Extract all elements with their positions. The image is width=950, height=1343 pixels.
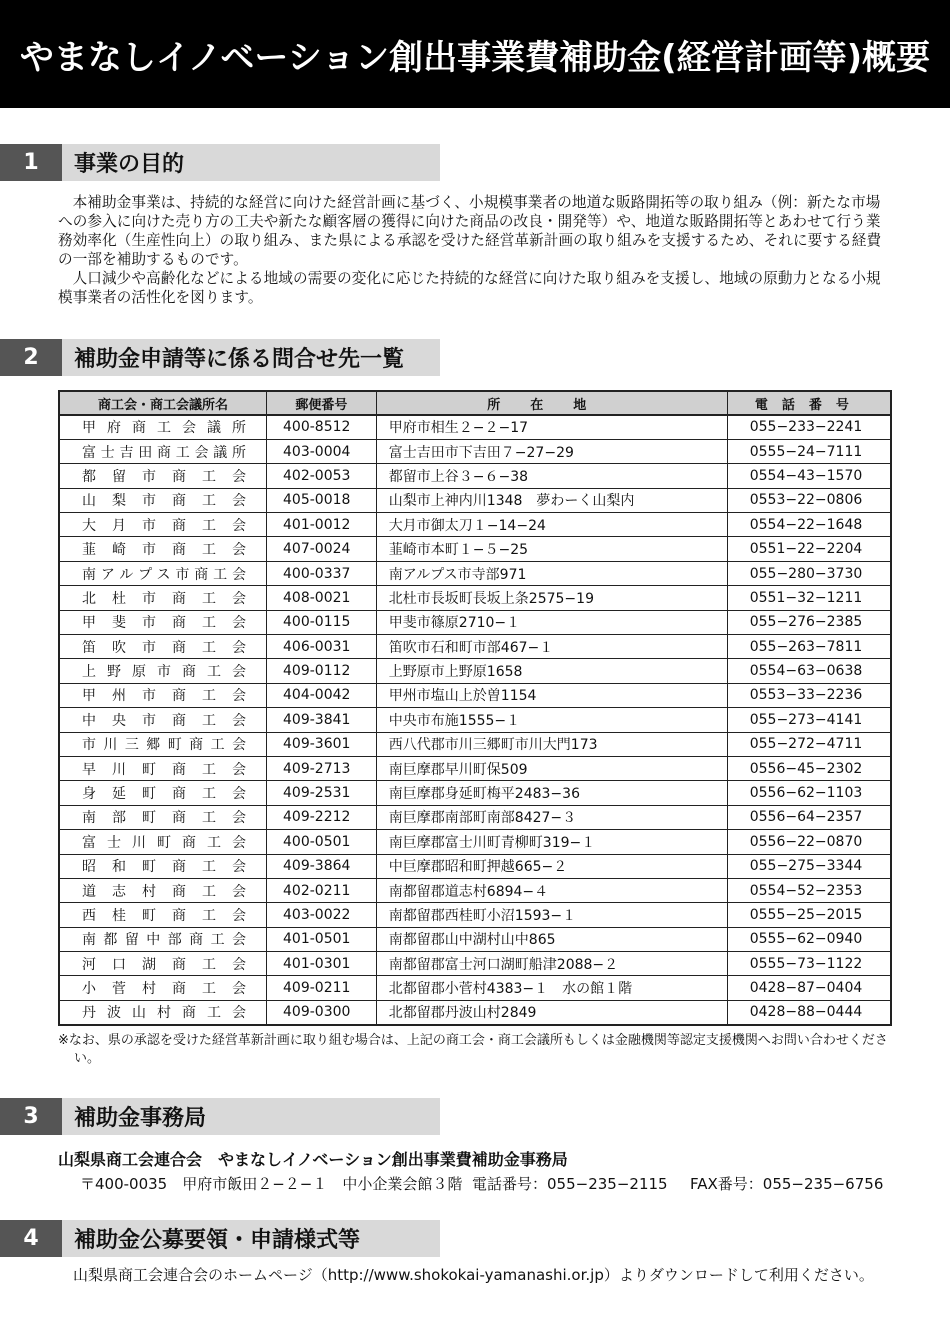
phone-cell: 0556−64−2357 [727, 805, 891, 829]
office-fax: FAX番号：055−235−6756 [690, 1175, 884, 1193]
address-cell: 西八代郡市川三郷町市川大門173 [376, 732, 727, 756]
contacts-table [58, 390, 892, 1026]
table-row [59, 756, 891, 780]
address-cell: 南巨摩郡南部町南部8427−３ [376, 805, 727, 829]
table-row [59, 439, 891, 463]
purpose-text [58, 193, 893, 307]
org-name-cell: 南都留中部商工会 [59, 927, 267, 951]
org-name-cell: 都留市商工会 [59, 464, 267, 488]
header-phone: 電話番号 [727, 391, 891, 415]
table-row [59, 635, 891, 659]
address-cell: 甲斐市篠原2710−１ [376, 610, 727, 634]
section-header-office [0, 1098, 440, 1135]
table-row [59, 415, 891, 439]
phone-cell: 0555−62−0940 [727, 927, 891, 951]
postal-code-cell: 400-0337 [267, 561, 377, 585]
section-title: 補助金公募要領・申請様式等 [62, 1220, 440, 1257]
phone-cell: 0554−22−1648 [727, 513, 891, 537]
address-cell: 北杜市長坂町長坂上条2575−19 [376, 586, 727, 610]
address-cell: 南都留郡西桂町小沼1593−１ [376, 903, 727, 927]
table-row [59, 976, 891, 1000]
org-name-cell: 身延町商工会 [59, 781, 267, 805]
address-cell: 笛吹市石和町市部467−１ [376, 635, 727, 659]
phone-cell: 0556−22−0870 [727, 830, 891, 854]
org-name-cell: 河口湖商工会 [59, 952, 267, 976]
table-row [59, 513, 891, 537]
download-text [58, 1266, 893, 1285]
postal-code-cell: 400-0501 [267, 830, 377, 854]
address-cell: 南都留郡山中湖村山中865 [376, 927, 727, 951]
address-cell: 甲府市相生２−２−17 [376, 415, 727, 439]
org-name-cell: 大月市商工会 [59, 513, 267, 537]
org-name-cell: 甲斐市商工会 [59, 610, 267, 634]
address-cell: 富士吉田市下吉田７−27−29 [376, 439, 727, 463]
section-header-download [0, 1220, 440, 1257]
phone-cell: 055−273−4141 [727, 708, 891, 732]
postal-code-cell: 409-3841 [267, 708, 377, 732]
postal-code-cell: 409-2212 [267, 805, 377, 829]
postal-code-cell: 409-0300 [267, 1000, 377, 1024]
phone-cell: 055−275−3344 [727, 854, 891, 878]
table-row [59, 464, 891, 488]
section-number: 1 [0, 144, 62, 181]
page-title: やまなしイノベーション創出事業費補助金(経営計画等)概要 [19, 37, 931, 78]
address-cell: 甲州市塩山上於曽1154 [376, 683, 727, 707]
contact-note: ※なお、県の承認を受けた経営革新計画に取り組む場合は、上記の商工会・商工会議所もしくは金融機関等認定支援機関へお問い合わせください。 [58, 1033, 888, 1066]
org-name-cell: 北杜市商工会 [59, 586, 267, 610]
header-address: 所在地 [376, 391, 727, 415]
header-org-name: 商工会・商工会議所名 [59, 391, 267, 415]
table-row [59, 488, 891, 512]
purpose-paragraph-2: 人口減少や高齢化などによる地域の需要の変化に応じた持続的な経営に向けた取り組みを支援し、地域の原動力となる小規模事業者の活性化を図ります。 [58, 270, 881, 306]
header-postal-code: 郵便番号 [267, 391, 377, 415]
postal-code-cell: 408-0021 [267, 586, 377, 610]
table-row [59, 659, 891, 683]
address-cell: 北都留郡小菅村4383−１ 水の館１階 [376, 976, 727, 1000]
download-paragraph: 山梨県商工会連合会のホームページ（http://www.shokokai-yamanashi.or.jp）よりダウンロードして利用ください。 [73, 1266, 874, 1284]
phone-cell: 0551−32−1211 [727, 586, 891, 610]
address-cell: 中巨摩郡昭和町押越665−２ [376, 854, 727, 878]
org-name-cell: 甲州市商工会 [59, 683, 267, 707]
postal-code-cell: 402-0053 [267, 464, 377, 488]
phone-cell: 0556−62−1103 [727, 781, 891, 805]
section-title: 補助金申請等に係る問合せ先一覧 [62, 339, 440, 376]
postal-code-cell: 403-0004 [267, 439, 377, 463]
contacts-table-body [59, 415, 891, 1025]
section-title: 事業の目的 [62, 144, 440, 181]
section-number: 3 [0, 1098, 62, 1135]
address-cell: 大月市御太刀１−14−24 [376, 513, 727, 537]
phone-cell: 0556−45−2302 [727, 756, 891, 780]
org-name-cell: 富士吉田商工会議所 [59, 439, 267, 463]
phone-cell: 055−280−3730 [727, 561, 891, 585]
phone-cell: 0551−22−2204 [727, 537, 891, 561]
table-row [59, 952, 891, 976]
table-row [59, 586, 891, 610]
table-row [59, 732, 891, 756]
table-row [59, 561, 891, 585]
postal-code-cell: 404-0042 [267, 683, 377, 707]
title-bar [0, 0, 950, 108]
office-phone: 電話番号：055−235−2115 [472, 1175, 668, 1193]
section-number: 2 [0, 339, 62, 376]
table-row [59, 781, 891, 805]
phone-cell: 0554−52−2353 [727, 878, 891, 902]
address-cell: 山梨市上神内川1348 夢わーく山梨内 [376, 488, 727, 512]
phone-cell: 0428−87−0404 [727, 976, 891, 1000]
table-row [59, 537, 891, 561]
office-name: 山梨県商工会連合会 やまなしイノベーション創出事業費補助金事務局 [58, 1150, 568, 1169]
postal-code-cell: 401-0012 [267, 513, 377, 537]
postal-code-cell: 400-0115 [267, 610, 377, 634]
postal-code-cell: 402-0211 [267, 878, 377, 902]
postal-code-cell: 403-0022 [267, 903, 377, 927]
section-header-purpose [0, 144, 440, 181]
office-address: 〒400-0035 甲府市飯田２−２−１ 中小企業会館３階 [80, 1175, 463, 1193]
postal-code-cell: 407-0024 [267, 537, 377, 561]
org-name-cell: 小菅村商工会 [59, 976, 267, 1000]
postal-code-cell: 405-0018 [267, 488, 377, 512]
section-number: 4 [0, 1220, 62, 1257]
org-name-cell: 丹波山村商工会 [59, 1000, 267, 1024]
postal-code-cell: 409-0112 [267, 659, 377, 683]
phone-cell: 0428−88−0444 [727, 1000, 891, 1024]
org-name-cell: 南部町商工会 [59, 805, 267, 829]
postal-code-cell: 409-3601 [267, 732, 377, 756]
table-row [59, 830, 891, 854]
phone-cell: 0553−33−2236 [727, 683, 891, 707]
phone-cell: 0554−43−1570 [727, 464, 891, 488]
table-row [59, 805, 891, 829]
phone-cell: 055−263−7811 [727, 635, 891, 659]
org-name-cell: 韮崎市商工会 [59, 537, 267, 561]
phone-cell: 0555−24−7111 [727, 439, 891, 463]
address-cell: 韮崎市本町１−５−25 [376, 537, 727, 561]
phone-cell: 0553−22−0806 [727, 488, 891, 512]
table-header-row [59, 391, 891, 415]
address-cell: 都留市上谷３−６−38 [376, 464, 727, 488]
org-name-cell: 道志村商工会 [59, 878, 267, 902]
postal-code-cell: 409-0211 [267, 976, 377, 1000]
postal-code-cell: 406-0031 [267, 635, 377, 659]
postal-code-cell: 409-2531 [267, 781, 377, 805]
table-row [59, 708, 891, 732]
section-title: 補助金事務局 [62, 1098, 440, 1135]
org-name-cell: 上野原市商工会 [59, 659, 267, 683]
address-cell: 南巨摩郡富士川町青柳町319−１ [376, 830, 727, 854]
org-name-cell: 昭和町商工会 [59, 854, 267, 878]
address-cell: 南アルプス市寺部971 [376, 561, 727, 585]
phone-cell: 0555−25−2015 [727, 903, 891, 927]
postal-code-cell: 401-0301 [267, 952, 377, 976]
org-name-cell: 富士川町商工会 [59, 830, 267, 854]
table-row [59, 1000, 891, 1024]
purpose-paragraph-1: 本補助金事業は、持続的な経営に向けた経営計画に基づく、小規模事業者の地道な販路開拓等の取り組み（例：新たな市場への参入に向けた売り方の工夫や新たな顧客層の獲得に向けた商品の改良・開発等）や、地道な販路開拓等とあわせて行う業務効率化（生産性向上）の取り組み、また県による承認を受けた経営革新計画の取り組みを支援するため、それに要する経費の一部を補助するものです。 [58, 194, 882, 268]
phone-cell: 055−276−2385 [727, 610, 891, 634]
table-row [59, 878, 891, 902]
table-row [59, 683, 891, 707]
org-name-cell: 中央市商工会 [59, 708, 267, 732]
office-contact-line [80, 1173, 883, 1194]
postal-code-cell: 409-3864 [267, 854, 377, 878]
org-name-cell: 南アルプス市商工会 [59, 561, 267, 585]
address-cell: 南都留郡富士河口湖町船津2088−２ [376, 952, 727, 976]
org-name-cell: 甲府商工会議所 [59, 415, 267, 439]
phone-cell: 0555−73−1122 [727, 952, 891, 976]
org-name-cell: 西桂町商工会 [59, 903, 267, 927]
address-cell: 南巨摩郡身延町梅平2483−36 [376, 781, 727, 805]
org-name-cell: 市川三郷町商工会 [59, 732, 267, 756]
table-row [59, 903, 891, 927]
address-cell: 南都留郡道志村6894−４ [376, 878, 727, 902]
section-header-contacts [0, 339, 440, 376]
address-cell: 上野原市上野原1658 [376, 659, 727, 683]
phone-cell: 055−272−4711 [727, 732, 891, 756]
org-name-cell: 笛吹市商工会 [59, 635, 267, 659]
org-name-cell: 山梨市商工会 [59, 488, 267, 512]
postal-code-cell: 409-2713 [267, 756, 377, 780]
org-name-cell: 早川町商工会 [59, 756, 267, 780]
table-row [59, 927, 891, 951]
address-cell: 中央市布施1555−１ [376, 708, 727, 732]
table-row [59, 610, 891, 634]
postal-code-cell: 400-8512 [267, 415, 377, 439]
table-row [59, 854, 891, 878]
phone-cell: 0554−63−0638 [727, 659, 891, 683]
address-cell: 南巨摩郡早川町保509 [376, 756, 727, 780]
phone-cell: 055−233−2241 [727, 415, 891, 439]
postal-code-cell: 401-0501 [267, 927, 377, 951]
address-cell: 北都留郡丹波山村2849 [376, 1000, 727, 1024]
